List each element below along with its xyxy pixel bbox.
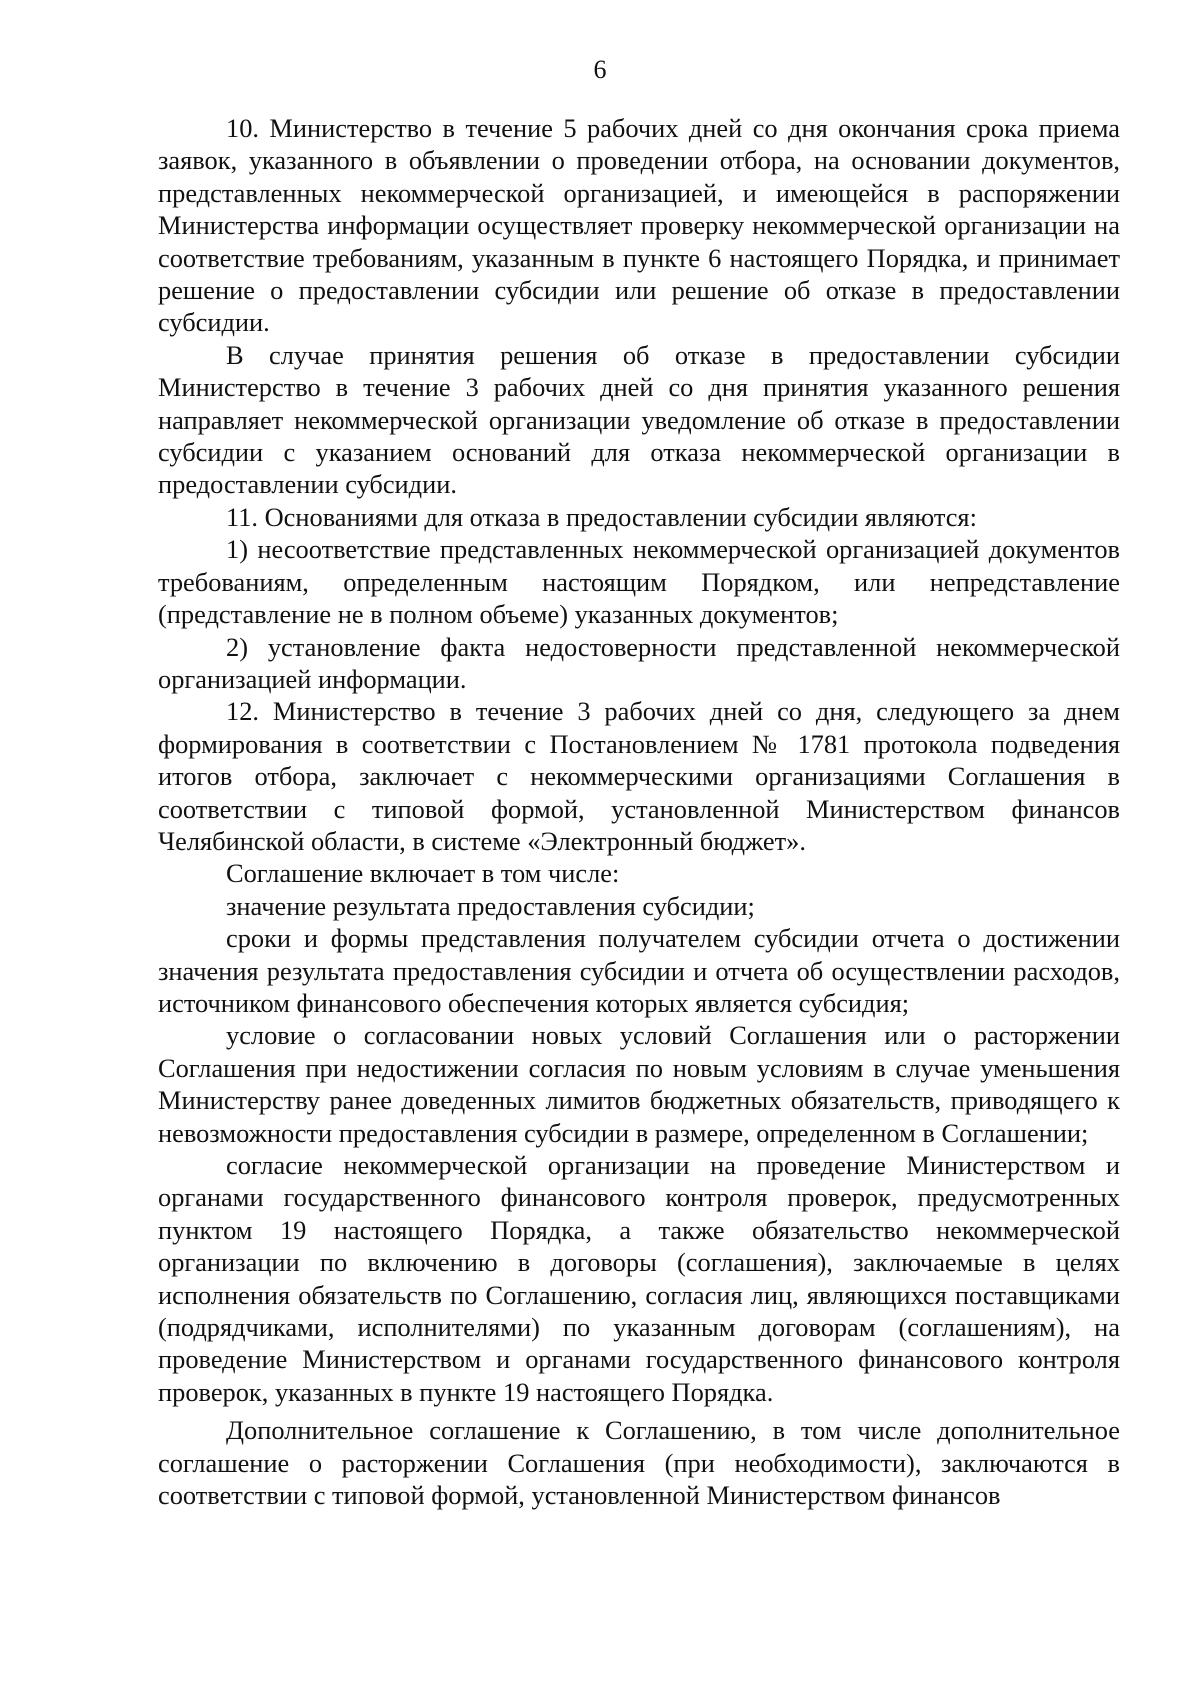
paragraph-new-conditions: условие о согласовании новых условий Соглашения или о расторжении Соглашения при недостижении согласия по новым условиям в случае уменьшения Министерству ранее доведенных лимитов бюджетных обязательств, приводящего к невозможности предоставления субсидии в размере, определенном в Соглашении; bbox=[158, 1020, 1120, 1148]
paragraph-11-item-1: 1) несоответствие представленных некоммерческой организацией документов требованиям, определенным настоящим Порядком, или непредставление (представление не в полном объеме) указанных документов; bbox=[158, 534, 1120, 630]
document-body bbox=[158, 112, 1120, 1511]
paragraph-11-item-2: 2) установление факта недостоверности представленной некоммерческой организацией информации. bbox=[158, 631, 1120, 694]
paragraph-result-value: значение результата предоставления субсидии; bbox=[226, 890, 755, 921]
paragraph-additional-agreement: Дополнительное соглашение к Соглашению, в том числе дополнительное соглашение о расторжении Соглашения (при необходимости), заключаются в соответствии с типовой формой, установленной Министерством финансов bbox=[158, 1415, 1120, 1511]
paragraph-report-terms: сроки и формы представления получателем субсидии отчета о достижении значения результата предоставления субсидии и отчета об осуществлении расходов, источником финансового обеспечения которых является субсидия; bbox=[158, 923, 1120, 1018]
paragraph-agreement-includes: Соглашение включает в том числе: bbox=[226, 858, 620, 889]
paragraph-12: 12. Министерство в течение 3 рабочих дней со дня, следующего за днем формирования в соответствии с Постановлением № 1781 протокола подведения итогов отбора, заключает с некоммерческими организациями Соглашения в соответствии с типовой формой, установленной Министерством финансов Челябинской области, в системе «Электронный бюджет». bbox=[158, 696, 1120, 856]
page-number: 6 bbox=[593, 55, 607, 84]
paragraph-10: 10. Министерство в течение 5 рабочих дней со дня окончания срока приема заявок, указанного в объявлении о проведении отбора, на основании документов, представленных некоммерческой организацией, и имеющейся в распоряжении Министерства информации осуществляет проверку некоммерческой организации на соответствие требованиям, указанным в пункте 6 настоящего Порядка, и принимает решение о предоставлении субсидии или решение об отказе в предоставлении субсидии. bbox=[158, 113, 1120, 338]
paragraph-11: 11. Основаниями для отказа в предоставлении субсидии являются: bbox=[226, 501, 977, 532]
paragraph-refusal-notice: В случае принятия решения об отказе в предоставлении субсидии Министерство в течение 3 рабочих дней со дня принятия указанного решения направляет некоммерческой организации уведомление об отказе в предоставлении субсидии с указанием оснований для отказа некоммерческой организации в предоставлении субсидии. bbox=[158, 339, 1120, 500]
paragraph-consent: согласие некоммерческой организации на проведение Министерством и органами государственного финансового контроля проверок, предусмотренных пунктом 19 настоящего Порядка, а также обязательство некоммерческой организации по включению в договоры (соглашения), заключаемые в целях исполнения обязательств по Соглашению, согласия лиц, являющихся поставщиками (подрядчиками, исполнителями) по указанным договорам (соглашениям), на проведение Министерством и органами государственного финансового контроля проверок, указанных в пункте 19 настоящего Порядка. bbox=[158, 1150, 1120, 1407]
